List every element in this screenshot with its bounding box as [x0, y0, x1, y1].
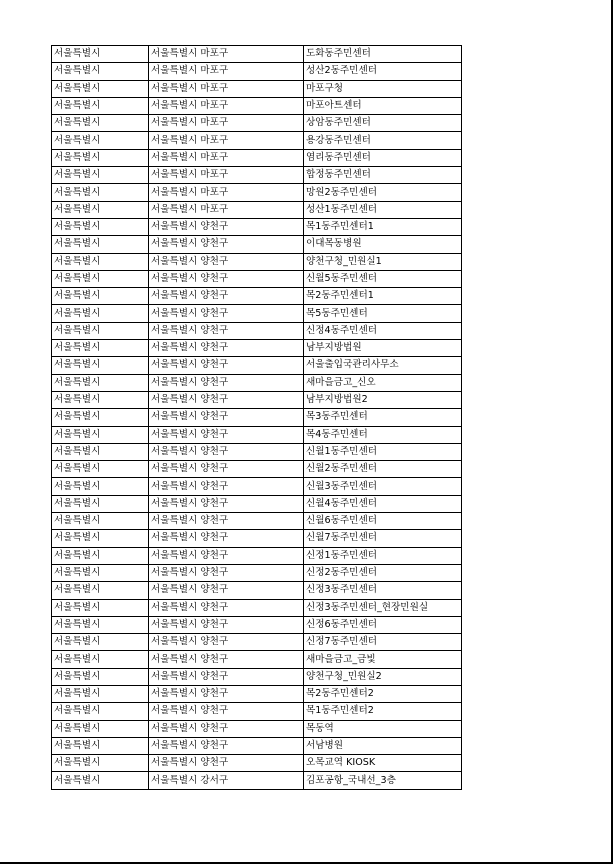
place-cell: 목동역: [304, 720, 462, 737]
city-cell: 서울특별시: [52, 63, 149, 80]
city-cell: 서울특별시: [52, 599, 149, 616]
place-cell: 마포아트센터: [304, 97, 462, 114]
place-cell: 신정4동주민센터: [304, 322, 462, 339]
table-row: [52, 115, 462, 132]
district-cell: 서울특별시 양천구: [149, 288, 304, 305]
table-row: [52, 218, 462, 235]
district-cell: 서울특별시 양천구: [149, 513, 304, 530]
place-cell: 새마을금고_금빛: [304, 651, 462, 668]
district-cell: 서울특별시 양천구: [149, 685, 304, 702]
table-row: [52, 236, 462, 253]
city-cell: 서울특별시: [52, 530, 149, 547]
place-cell: 목3동주민센터: [304, 409, 462, 426]
city-cell: 서울특별시: [52, 703, 149, 720]
place-cell: 양천구청_민원실1: [304, 253, 462, 270]
city-cell: 서울특별시: [52, 513, 149, 530]
city-cell: 서울특별시: [52, 374, 149, 391]
table-row: [52, 340, 462, 357]
city-cell: 서울특별시: [52, 80, 149, 97]
district-cell: 서울특별시 양천구: [149, 495, 304, 512]
place-cell: 이대목동병원: [304, 236, 462, 253]
city-cell: 서울특별시: [52, 409, 149, 426]
city-cell: 서울특별시: [52, 115, 149, 132]
table-row: [52, 201, 462, 218]
table-body: [52, 46, 462, 790]
place-cell: 신월6동주민센터: [304, 513, 462, 530]
city-cell: 서울특별시: [52, 236, 149, 253]
place-cell: 김포공항_국내선_3층: [304, 772, 462, 789]
place-cell: 신정3동주민센터_현장민원실: [304, 599, 462, 616]
table-row: [52, 409, 462, 426]
district-cell: 서울특별시 마포구: [149, 184, 304, 201]
district-cell: 서울특별시 양천구: [149, 737, 304, 754]
city-cell: 서울특별시: [52, 149, 149, 166]
district-cell: 서울특별시 양천구: [149, 547, 304, 564]
district-cell: 서울특별시 양천구: [149, 305, 304, 322]
place-cell: 목2동주민센터1: [304, 288, 462, 305]
place-cell: 신월5동주민센터: [304, 270, 462, 287]
district-cell: 서울특별시 양천구: [149, 668, 304, 685]
district-cell: 서울특별시 마포구: [149, 167, 304, 184]
table-row: [52, 755, 462, 772]
district-cell: 서울특별시 마포구: [149, 46, 304, 63]
table-row: [52, 634, 462, 651]
place-cell: 성산1동주민센터: [304, 201, 462, 218]
city-cell: 서울특별시: [52, 184, 149, 201]
city-cell: 서울특별시: [52, 616, 149, 633]
place-cell: 신월4동주민센터: [304, 495, 462, 512]
place-cell: 신정7동주민센터: [304, 634, 462, 651]
table-row: [52, 668, 462, 685]
table-row: [52, 132, 462, 149]
table-row: [52, 530, 462, 547]
district-cell: 서울특별시 양천구: [149, 357, 304, 374]
table-row: [52, 685, 462, 702]
district-cell: 서울특별시 양천구: [149, 599, 304, 616]
table-row: [52, 582, 462, 599]
place-cell: 신월3동주민센터: [304, 478, 462, 495]
district-cell: 서울특별시 양천구: [149, 270, 304, 287]
district-cell: 서울특별시 양천구: [149, 582, 304, 599]
place-cell: 성산2동주민센터: [304, 63, 462, 80]
district-cell: 서울특별시 양천구: [149, 478, 304, 495]
table-row: [52, 478, 462, 495]
table-row: [52, 391, 462, 408]
city-cell: 서울특별시: [52, 564, 149, 581]
table-row: [52, 374, 462, 391]
place-cell: 목4동주민센터: [304, 426, 462, 443]
table-row: [52, 772, 462, 789]
city-cell: 서울특별시: [52, 720, 149, 737]
table-row: [52, 495, 462, 512]
place-cell: 신월1동주민센터: [304, 443, 462, 460]
district-cell: 서울특별시 마포구: [149, 97, 304, 114]
district-cell: 서울특별시 양천구: [149, 461, 304, 478]
district-cell: 서울특별시 양천구: [149, 426, 304, 443]
place-cell: 합정동주민센터: [304, 167, 462, 184]
place-cell: 새마을금고_신오: [304, 374, 462, 391]
place-cell: 용강동주민센터: [304, 132, 462, 149]
city-cell: 서울특별시: [52, 651, 149, 668]
district-cell: 서울특별시 마포구: [149, 149, 304, 166]
table-row: [52, 167, 462, 184]
city-cell: 서울특별시: [52, 495, 149, 512]
district-cell: 서울특별시 양천구: [149, 409, 304, 426]
place-cell: 신월7동주민센터: [304, 530, 462, 547]
district-cell: 서울특별시 양천구: [149, 616, 304, 633]
place-cell: 도화동주민센터: [304, 46, 462, 63]
table-row: [52, 599, 462, 616]
district-cell: 서울특별시 양천구: [149, 755, 304, 772]
city-cell: 서울특별시: [52, 426, 149, 443]
city-cell: 서울특별시: [52, 685, 149, 702]
city-cell: 서울특별시: [52, 443, 149, 460]
table-row: [52, 305, 462, 322]
table-row: [52, 80, 462, 97]
district-cell: 서울특별시 양천구: [149, 253, 304, 270]
district-cell: 서울특별시 양천구: [149, 340, 304, 357]
table-row: [52, 288, 462, 305]
table-row: [52, 461, 462, 478]
table-row: [52, 253, 462, 270]
place-cell: 신정3동주민센터: [304, 582, 462, 599]
district-cell: 서울특별시 양천구: [149, 634, 304, 651]
place-cell: 상암동주민센터: [304, 115, 462, 132]
location-table: [51, 45, 462, 790]
city-cell: 서울특별시: [52, 97, 149, 114]
table-row: [52, 270, 462, 287]
city-cell: 서울특별시: [52, 478, 149, 495]
table-row: [52, 564, 462, 581]
city-cell: 서울특별시: [52, 547, 149, 564]
district-cell: 서울특별시 양천구: [149, 703, 304, 720]
city-cell: 서울특별시: [52, 340, 149, 357]
place-cell: 염리동주민센터: [304, 149, 462, 166]
table-row: [52, 616, 462, 633]
district-cell: 서울특별시 양천구: [149, 391, 304, 408]
district-cell: 서울특별시 마포구: [149, 80, 304, 97]
city-cell: 서울특별시: [52, 668, 149, 685]
place-cell: 신정6동주민센터: [304, 616, 462, 633]
place-cell: 신정2동주민센터: [304, 564, 462, 581]
place-cell: 목5동주민센터: [304, 305, 462, 322]
city-cell: 서울특별시: [52, 391, 149, 408]
district-cell: 서울특별시 마포구: [149, 132, 304, 149]
city-cell: 서울특별시: [52, 201, 149, 218]
place-cell: 목2동주민센터2: [304, 685, 462, 702]
district-cell: 서울특별시 양천구: [149, 236, 304, 253]
table-row: [52, 426, 462, 443]
city-cell: 서울특별시: [52, 737, 149, 754]
city-cell: 서울특별시: [52, 582, 149, 599]
table-row: [52, 97, 462, 114]
place-cell: 남부지방법원: [304, 340, 462, 357]
district-cell: 서울특별시 양천구: [149, 443, 304, 460]
place-cell: 양천구청_민원실2: [304, 668, 462, 685]
place-cell: 마포구청: [304, 80, 462, 97]
district-cell: 서울특별시 양천구: [149, 564, 304, 581]
city-cell: 서울특별시: [52, 357, 149, 374]
table-row: [52, 651, 462, 668]
city-cell: 서울특별시: [52, 253, 149, 270]
place-cell: 목1동주민센터2: [304, 703, 462, 720]
district-cell: 서울특별시 마포구: [149, 63, 304, 80]
district-cell: 서울특별시 마포구: [149, 201, 304, 218]
district-cell: 서울특별시 양천구: [149, 651, 304, 668]
place-cell: 신월2동주민센터: [304, 461, 462, 478]
city-cell: 서울특별시: [52, 132, 149, 149]
place-cell: 서울출입국관리사무소: [304, 357, 462, 374]
city-cell: 서울특별시: [52, 305, 149, 322]
place-cell: 목1동주민센터1: [304, 218, 462, 235]
table-row: [52, 443, 462, 460]
district-cell: 서울특별시 양천구: [149, 530, 304, 547]
city-cell: 서울특별시: [52, 461, 149, 478]
table-row: [52, 149, 462, 166]
table-row: [52, 63, 462, 80]
city-cell: 서울특별시: [52, 270, 149, 287]
city-cell: 서울특별시: [52, 288, 149, 305]
city-cell: 서울특별시: [52, 772, 149, 789]
place-cell: 망원2동주민센터: [304, 184, 462, 201]
table-row: [52, 703, 462, 720]
city-cell: 서울특별시: [52, 322, 149, 339]
city-cell: 서울특별시: [52, 46, 149, 63]
place-cell: 남부지방법원2: [304, 391, 462, 408]
table-row: [52, 46, 462, 63]
table-row: [52, 322, 462, 339]
district-cell: 서울특별시 마포구: [149, 115, 304, 132]
table-row: [52, 513, 462, 530]
city-cell: 서울특별시: [52, 167, 149, 184]
city-cell: 서울특별시: [52, 755, 149, 772]
city-cell: 서울특별시: [52, 634, 149, 651]
table-row: [52, 184, 462, 201]
table-row: [52, 737, 462, 754]
place-cell: 오목교역 KIOSK: [304, 755, 462, 772]
district-cell: 서울특별시 강서구: [149, 772, 304, 789]
place-cell: 신정1동주민센터: [304, 547, 462, 564]
table-row: [52, 720, 462, 737]
place-cell: 서남병원: [304, 737, 462, 754]
table-row: [52, 357, 462, 374]
district-cell: 서울특별시 양천구: [149, 374, 304, 391]
city-cell: 서울특별시: [52, 218, 149, 235]
district-cell: 서울특별시 양천구: [149, 720, 304, 737]
district-cell: 서울특별시 양천구: [149, 322, 304, 339]
table-row: [52, 547, 462, 564]
district-cell: 서울특별시 양천구: [149, 218, 304, 235]
